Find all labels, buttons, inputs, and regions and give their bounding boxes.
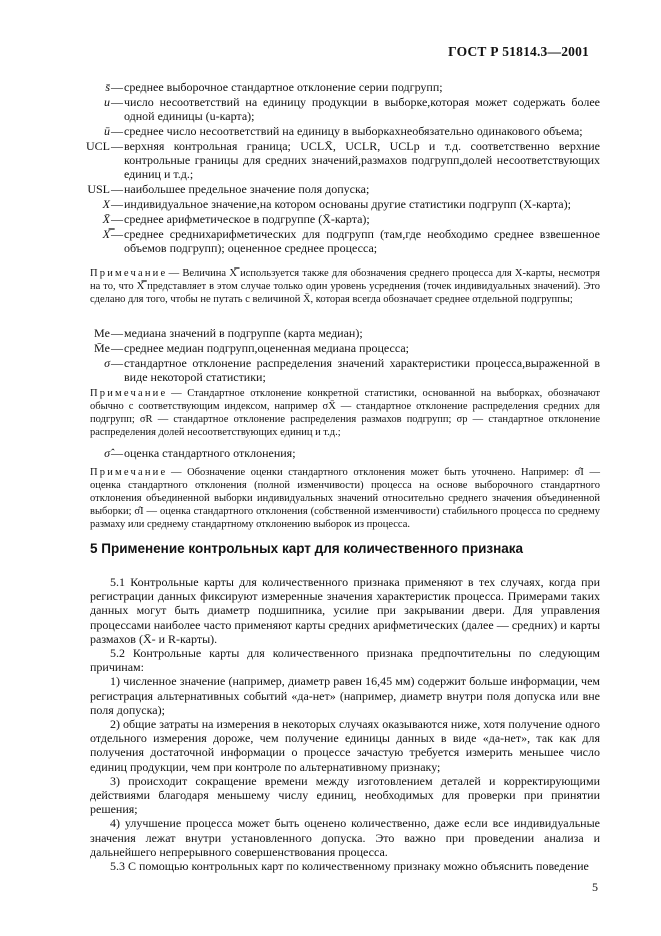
definition-item — [70, 95, 600, 123]
note-lead: Примечание — [90, 388, 168, 399]
definition-text: оценка стандартного отклонения; — [124, 446, 296, 460]
definition-symbol: σ̂ — [104, 446, 110, 460]
body-paragraph: 5.2 Контрольные карты для количественного признака предпочтительны по следующим причинам: — [90, 646, 600, 675]
definition-symbol: X̿ — [102, 227, 110, 241]
definition-symbol: Me — [94, 326, 110, 340]
definition-dash: — — [111, 227, 123, 241]
symbol-definitions-mid — [70, 326, 600, 385]
definition-dash: — — [111, 124, 123, 138]
definition-symbol: USL — [87, 182, 110, 196]
definition-item — [70, 212, 600, 226]
definition-text: число несоответствий на единицу продукции в выборке,которая может содержать более одной единицы (u-карта); — [124, 95, 600, 123]
note-text: — Стандартное отклонение конкретной статистики, основанной на выборках, обозначают обычно с соответствующим индексом, например σX̄ — стандартное отклонение распределения средних для подгрупп; σR — стандартное отклонение распределения размахов подгрупп; σp — стандартное отклонение распределения долей несоответствующих единиц и т.д.; — [90, 388, 601, 438]
body-paragraph: 5.1 Контрольные карты для количественного признака применяют в тех случаях, когда при регистрации данных фиксируют измеренные значения характеристик процесса. Примерами таких данных могут быть диаметр подшипника, усилие при закрывании двери. Для управления процессами наиболее часто применяют карты средних арифметических (далее — средних) и карты размахов (X̄- и R-карты). — [90, 575, 600, 646]
definition-dash: — — [111, 446, 123, 460]
note-2 — [90, 387, 600, 439]
definition-symbol: ū — [104, 124, 110, 138]
definition-text: медиана значений в подгруппе (карта медиан); — [124, 326, 363, 340]
note-text: — Обозначение оценки стандартного отклонения может быть уточнено. Например: σ̂I — оценка стандартного отклонения (полной изменчивости) процесса на основе выборочного стандартного отклонения объединенной выборки индивидуальных значений относительно среднего значения объединенной выборки; σ̂I — оценка стандартного отклонения (собственной изменчивости) стабильного процесса по среднему размаху или среднему стандартному отклонению выборок из процесса. — [90, 467, 600, 530]
note-text: — Величина X̿ используется также для обозначения среднего процесса для X-карты, несмотря на то, что X̿ представляет в этом случае только один уровень усреднения (точек индивидуальных значений). Это сделано для того, чтобы не путать с величиной X̄, которая всегда обозначает среднее отдельной подгруппы; — [90, 268, 601, 305]
definition-symbol: UCL — [86, 139, 110, 153]
symbol-definitions-sigma-hat — [70, 446, 600, 461]
definition-text: среднее арифметическое в подгруппе (X̄-карта); — [124, 212, 370, 226]
definition-dash: — — [111, 326, 123, 340]
definition-item — [70, 124, 600, 138]
definition-symbol: σ — [104, 356, 110, 370]
body-paragraph: 2) общие затраты на измерения в некоторых случаях оказываются ниже, хотя получение одного отдельного измерения дороже, чем получение единицы данных в виде «да-нет», так как для получения достаточной информации о процессе зачастую требуется измерить меньшее число единиц продукции, чем при контроле по альтернативному признаку; — [90, 717, 600, 774]
body-paragraph: 5.3 С помощью контрольных карт по количественному признаку можно объяснить поведение — [110, 859, 589, 874]
note-lead: Примечание — [90, 467, 168, 478]
definition-dash: — — [111, 95, 123, 109]
section-heading: 5 Применение контрольных карт для количественного признака — [90, 541, 524, 556]
definition-item — [70, 227, 600, 255]
page-number: 5 — [592, 880, 598, 894]
definition-item — [70, 446, 600, 460]
definition-dash: — — [111, 182, 123, 196]
definition-item — [70, 197, 600, 211]
definition-item — [70, 182, 600, 196]
body-paragraph: 3) происходит сокращение времени между изготовлением деталей и корректирующими действиями благодаря меньшему числу единиц, необходимых для проверки при принятии решения; — [90, 773, 600, 817]
definition-symbol: s̄ — [105, 80, 110, 94]
definition-dash: — — [111, 197, 123, 211]
definition-symbol: X — [102, 197, 110, 211]
definition-text: среднее медиан подгрупп,оцененная медиана процесса; — [124, 341, 409, 355]
definition-text: среднее число несоответствий на единицу в выборкахнеобязательно одинакового объема; — [124, 124, 583, 138]
note-3 — [90, 466, 600, 531]
symbol-definitions-top — [70, 80, 600, 256]
note-lead: Примечание — [90, 268, 168, 279]
body-paragraph: 4) улучшение процесса может быть оценено количественно, даже если все индивидуальные значения лежат внутри установленного допуска. Это важно при проведении анализа и дальнейшего непрерывного совершенствования процесса. — [90, 816, 600, 859]
definition-item — [70, 139, 600, 181]
definition-dash: — — [111, 80, 123, 94]
definition-text: наибольшее предельное значение поля допуска; — [124, 182, 370, 196]
definition-item — [70, 356, 600, 384]
definition-item — [70, 341, 600, 355]
section-body — [90, 575, 600, 873]
definition-dash: — — [111, 341, 123, 355]
document-id: ГОСТ Р 51814.3—2001 — [448, 44, 589, 59]
definition-text: стандартное отклонение распределения значений характеристики процесса,выраженной в виде некоторой статистики; — [124, 356, 600, 384]
definition-symbol: u — [104, 95, 110, 109]
definition-symbol: M̄e — [94, 341, 110, 355]
definition-dash: — — [111, 139, 123, 153]
definition-item — [70, 80, 600, 94]
definition-text: индивидуальное значение,на котором основаны другие статистики подгрупп (X-карта); — [124, 197, 571, 211]
definition-item — [70, 326, 600, 340]
definition-dash: — — [111, 356, 123, 370]
definition-text: среднее среднихарифметических для подгрупп (там,где необходимо среднее взвешенное объемов подгрупп); оцененное среднее процесса; — [124, 227, 600, 255]
definition-text: верхняя контрольная граница; UCLX̄, UCLR, UCLp и т.д. соответственно верхние контрольные границы для средних значений,размахов подгрупп,долей несоответствующих единиц и т.д.; — [124, 139, 600, 181]
definition-text: среднее выборочное стандартное отклонение серии подгрупп; — [124, 80, 443, 94]
note-1 — [90, 267, 600, 306]
definition-dash: — — [111, 212, 123, 226]
body-paragraph: 1) численное значение (например, диаметр равен 16,45 мм) содержит больше информации, чем регистрация альтернативных событий «да-нет» (например, диаметр внутри поля допуска или вне поля допуска); — [90, 674, 600, 717]
definition-symbol: X̄ — [102, 212, 110, 226]
